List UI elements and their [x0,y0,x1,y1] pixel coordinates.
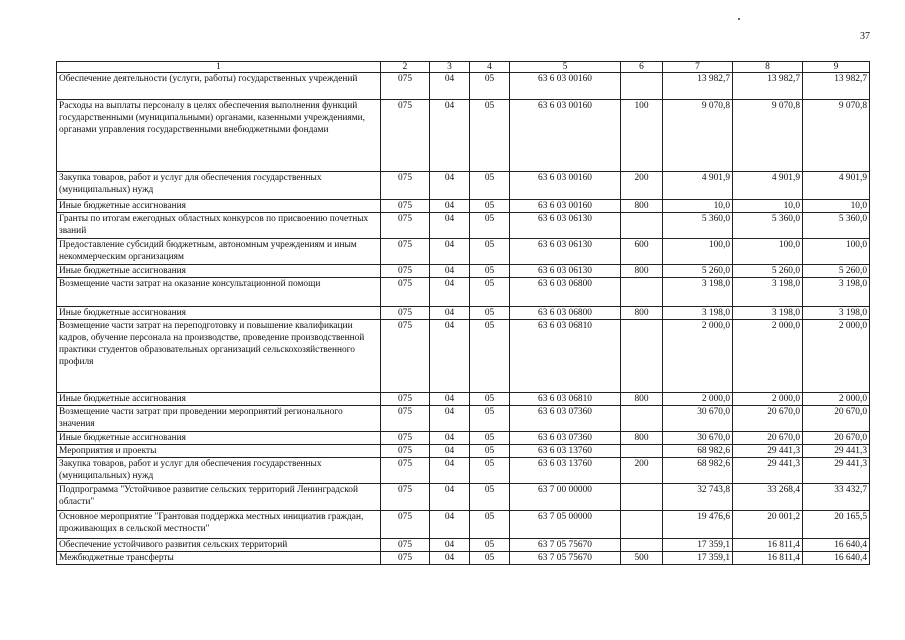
row-col5: 63 6 03 00160 [510,200,621,213]
table-row [57,265,870,278]
row-col8: 20 670,0 [733,432,803,445]
row-col8: 5 260,0 [733,265,803,278]
row-col8: 2 000,0 [733,320,803,393]
table-row [57,406,870,432]
row-col6 [621,213,663,239]
table-row [57,100,870,172]
row-col4: 05 [470,307,510,320]
row-col5: 63 6 03 00160 [510,100,621,172]
row-col3: 04 [430,511,470,539]
row-col6: 800 [621,393,663,406]
row-col9: 9 070,8 [803,100,870,172]
row-col8: 16 811,4 [733,539,803,552]
table-row [57,458,870,484]
row-col7: 5 260,0 [663,265,733,278]
row-col4: 05 [470,484,510,511]
row-col4: 05 [470,320,510,393]
row-col2: 075 [381,172,430,200]
row-col8: 20 001,2 [733,511,803,539]
page-number: 37 [860,31,870,42]
row-col4: 05 [470,539,510,552]
row-name: Обеспечение деятельности (услуги, работы) государственных учреждений [57,73,381,100]
row-col3: 04 [430,278,470,307]
row-col2: 075 [381,73,430,100]
row-col7: 10,0 [663,200,733,213]
row-col7: 17 359,1 [663,552,733,565]
row-col2: 075 [381,213,430,239]
row-col5: 63 6 03 06810 [510,393,621,406]
row-col3: 04 [430,307,470,320]
col-header: 1 [57,62,381,73]
col-header: 8 [733,62,803,73]
row-col8: 9 070,8 [733,100,803,172]
row-name: Расходы на выплаты персоналу в целях обеспечения выполнения функций государственными (муниципальными) органами, казенными учреждениями, органами управления государственными внебюджетными фондами [57,100,381,172]
row-col9: 29 441,3 [803,458,870,484]
row-col4: 05 [470,265,510,278]
row-col9: 16 640,4 [803,539,870,552]
row-col4: 05 [470,239,510,265]
row-col5: 63 6 03 13760 [510,458,621,484]
row-col5: 63 7 05 00000 [510,511,621,539]
table-row [57,320,870,393]
table-row [57,552,870,565]
row-name: Основное мероприятие "Грантовая поддержка местных инициатив граждан, проживающих в сельской местности" [57,511,381,539]
row-col4: 05 [470,511,510,539]
row-col7: 3 198,0 [663,307,733,320]
table-row [57,432,870,445]
row-col7: 68 982,6 [663,445,733,458]
row-col6 [621,445,663,458]
row-col2: 075 [381,539,430,552]
row-col4: 05 [470,445,510,458]
row-col2: 075 [381,406,430,432]
table-row [57,307,870,320]
row-col2: 075 [381,239,430,265]
row-col4: 05 [470,278,510,307]
row-col6 [621,511,663,539]
table-row [57,278,870,307]
row-col3: 04 [430,172,470,200]
row-col7: 3 198,0 [663,278,733,307]
row-name: Подпрограмма "Устойчивое развитие сельских территорий Ленинградской области" [57,484,381,511]
row-col5: 63 6 03 07360 [510,406,621,432]
row-col3: 04 [430,552,470,565]
row-col5: 63 6 03 00160 [510,172,621,200]
row-col7: 2 000,0 [663,393,733,406]
row-col9: 33 432,7 [803,484,870,511]
table-row [57,172,870,200]
table-row [57,445,870,458]
row-col4: 05 [470,200,510,213]
row-col7: 4 901,9 [663,172,733,200]
row-col3: 04 [430,320,470,393]
col-header: 2 [381,62,430,73]
row-name: Закупка товаров, работ и услуг для обеспечения государственных (муниципальных) нужд [57,172,381,200]
table-row [57,511,870,539]
row-col4: 05 [470,213,510,239]
row-col3: 04 [430,539,470,552]
row-col2: 075 [381,484,430,511]
row-col9: 29 441,3 [803,445,870,458]
row-col8: 2 000,0 [733,393,803,406]
row-col5: 63 6 03 06130 [510,213,621,239]
row-name: Предоставление субсидий бюджетным, автономным учреждениям и иным некоммерческим организациям [57,239,381,265]
row-col7: 30 670,0 [663,406,733,432]
row-col5: 63 6 03 07360 [510,432,621,445]
row-col6: 600 [621,239,663,265]
row-name: Возмещение части затрат на оказание консультационной помощи [57,278,381,307]
row-col9: 4 901,9 [803,172,870,200]
row-col7: 17 359,1 [663,539,733,552]
row-col2: 075 [381,278,430,307]
row-col4: 05 [470,73,510,100]
col-header: 9 [803,62,870,73]
row-name: Иные бюджетные ассигнования [57,393,381,406]
row-col6: 100 [621,100,663,172]
row-col9: 5 360,0 [803,213,870,239]
row-col6 [621,539,663,552]
row-col3: 04 [430,200,470,213]
table-row [57,73,870,100]
row-col3: 04 [430,100,470,172]
row-name: Иные бюджетные ассигнования [57,307,381,320]
table-row [57,213,870,239]
row-col4: 05 [470,406,510,432]
row-col4: 05 [470,432,510,445]
row-col6: 800 [621,200,663,213]
row-col8: 29 441,3 [733,458,803,484]
row-col4: 05 [470,100,510,172]
row-col6 [621,484,663,511]
row-col6: 800 [621,265,663,278]
table-row [57,200,870,213]
table-row [57,484,870,511]
table-row [57,539,870,552]
row-col6 [621,278,663,307]
row-col6: 800 [621,307,663,320]
row-col9: 13 982,7 [803,73,870,100]
row-col5: 63 7 05 75670 [510,552,621,565]
row-col6: 800 [621,432,663,445]
row-name: Возмещение части затрат при проведении мероприятий регионального значения [57,406,381,432]
row-name: Иные бюджетные ассигнования [57,432,381,445]
row-col4: 05 [470,393,510,406]
row-name: Обеспечение устойчивого развития сельских территорий [57,539,381,552]
row-col9: 2 000,0 [803,320,870,393]
row-col5: 63 7 05 75670 [510,539,621,552]
row-col7: 2 000,0 [663,320,733,393]
row-col3: 04 [430,432,470,445]
row-col6 [621,73,663,100]
row-col5: 63 7 00 00000 [510,484,621,511]
row-col5: 63 6 03 00160 [510,73,621,100]
row-col5: 63 6 03 06800 [510,307,621,320]
row-col9: 16 640,4 [803,552,870,565]
row-col5: 63 6 03 06800 [510,278,621,307]
row-col8: 16 811,4 [733,552,803,565]
row-col2: 075 [381,200,430,213]
row-col4: 05 [470,458,510,484]
table-row [57,239,870,265]
col-header: 4 [470,62,510,73]
budget-table [56,61,870,565]
row-col3: 04 [430,73,470,100]
row-col9: 20 670,0 [803,406,870,432]
row-col2: 075 [381,511,430,539]
row-col8: 20 670,0 [733,406,803,432]
row-col2: 075 [381,100,430,172]
row-col3: 04 [430,265,470,278]
row-name: Иные бюджетные ассигнования [57,200,381,213]
row-name: Иные бюджетные ассигнования [57,265,381,278]
row-name: Закупка товаров, работ и услуг для обеспечения государственных (муниципальных) нужд [57,458,381,484]
row-col6 [621,406,663,432]
row-col3: 04 [430,239,470,265]
col-header: 7 [663,62,733,73]
row-col6: 200 [621,458,663,484]
row-col9: 100,0 [803,239,870,265]
row-col8: 4 901,9 [733,172,803,200]
row-col9: 20 670,0 [803,432,870,445]
row-col7: 19 476,6 [663,511,733,539]
row-col3: 04 [430,213,470,239]
row-col7: 68 982,6 [663,458,733,484]
row-col7: 9 070,8 [663,100,733,172]
scan-dot [738,18,740,20]
row-col9: 2 000,0 [803,393,870,406]
row-col6: 200 [621,172,663,200]
table-header-row [57,62,870,73]
row-col8: 3 198,0 [733,278,803,307]
row-col8: 5 360,0 [733,213,803,239]
row-col6: 500 [621,552,663,565]
row-name: Возмещение части затрат на переподготовку и повышение квалификации кадров, обучение персонала на производстве, проведение производственной практики студентов образовательных организаций сельскохозяйственного профиля [57,320,381,393]
row-col9: 5 260,0 [803,265,870,278]
row-col7: 100,0 [663,239,733,265]
row-col7: 5 360,0 [663,213,733,239]
row-col3: 04 [430,406,470,432]
row-col7: 13 982,7 [663,73,733,100]
table-row [57,393,870,406]
row-col2: 075 [381,265,430,278]
row-col6 [621,320,663,393]
col-header: 6 [621,62,663,73]
row-col3: 04 [430,484,470,511]
row-col7: 32 743,8 [663,484,733,511]
row-col9: 20 165,5 [803,511,870,539]
row-col2: 075 [381,445,430,458]
row-col2: 075 [381,320,430,393]
row-col2: 075 [381,432,430,445]
row-col9: 3 198,0 [803,307,870,320]
row-col7: 30 670,0 [663,432,733,445]
row-col8: 100,0 [733,239,803,265]
col-header: 3 [430,62,470,73]
row-col9: 3 198,0 [803,278,870,307]
row-col8: 33 268,4 [733,484,803,511]
row-col5: 63 6 03 06130 [510,265,621,278]
row-col5: 63 6 03 06810 [510,320,621,393]
row-col8: 10,0 [733,200,803,213]
col-header: 5 [510,62,621,73]
row-col8: 29 441,3 [733,445,803,458]
row-name: Мероприятия и проекты [57,445,381,458]
row-col9: 10,0 [803,200,870,213]
row-col5: 63 6 03 13760 [510,445,621,458]
row-col2: 075 [381,393,430,406]
row-col3: 04 [430,458,470,484]
row-col3: 04 [430,393,470,406]
row-col8: 3 198,0 [733,307,803,320]
row-col4: 05 [470,552,510,565]
row-col3: 04 [430,445,470,458]
row-col5: 63 6 03 06130 [510,239,621,265]
row-col8: 13 982,7 [733,73,803,100]
row-name: Межбюджетные трансферты [57,552,381,565]
row-col2: 075 [381,458,430,484]
row-col2: 075 [381,307,430,320]
row-col2: 075 [381,552,430,565]
row-name: Гранты по итогам ежегодных областных конкурсов по присвоению почетных званий [57,213,381,239]
row-col4: 05 [470,172,510,200]
